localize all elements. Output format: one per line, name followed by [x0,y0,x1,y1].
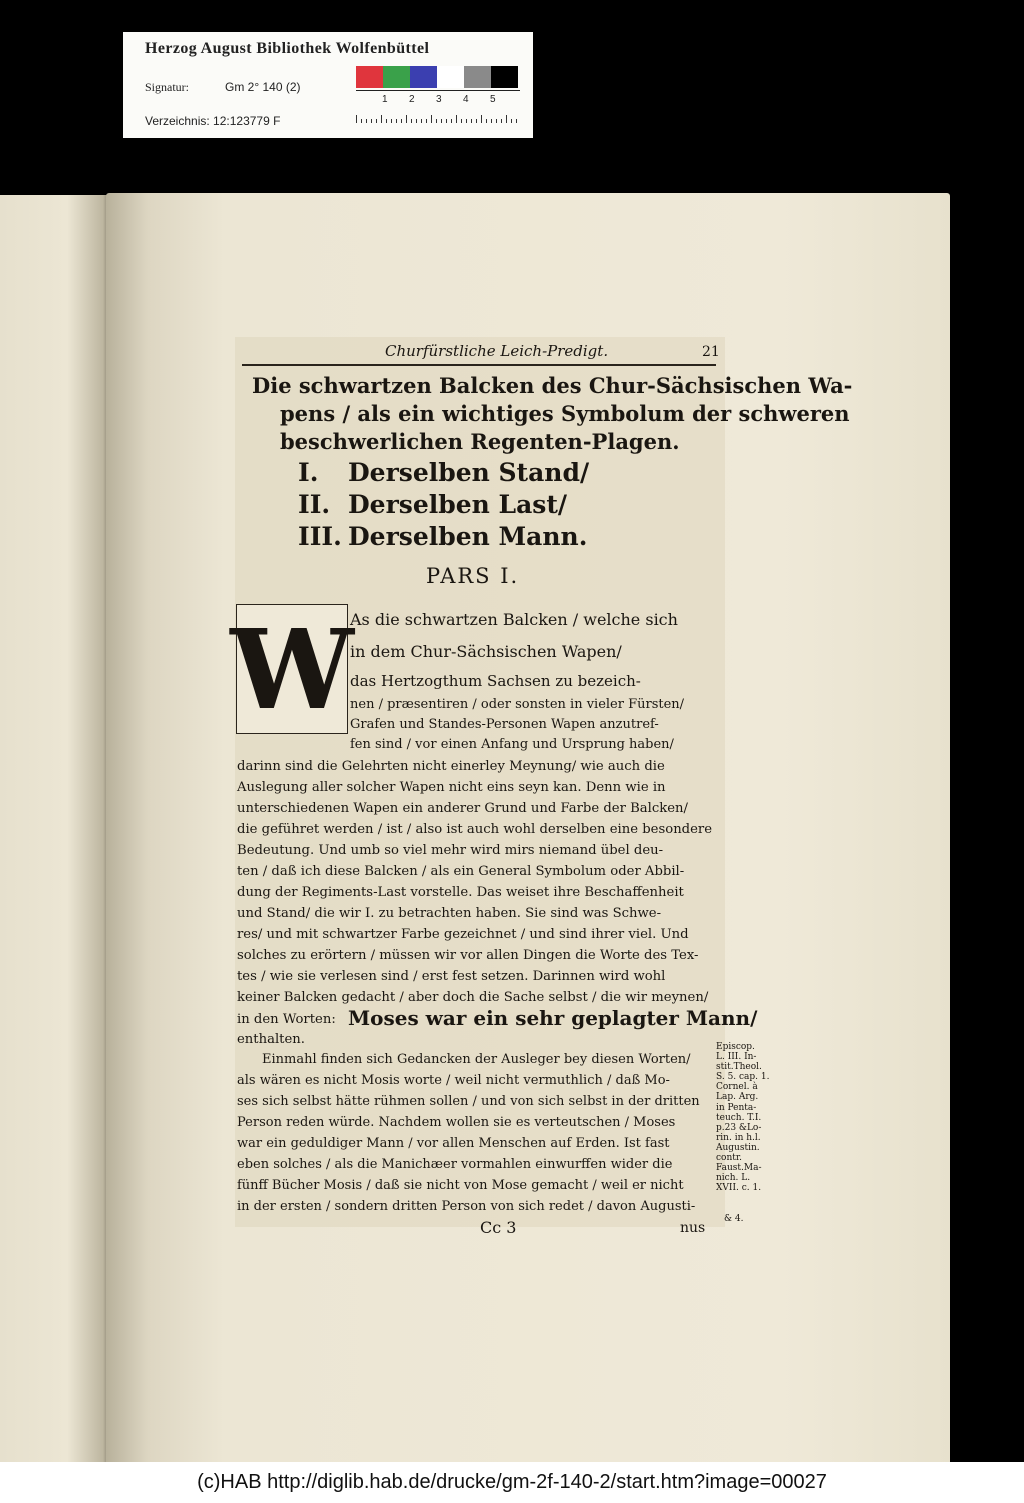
body-line: als wären es nicht Mosis worte / weil nicht vermuthlich / daß Mo- [237,1073,670,1088]
swatch-green [383,66,410,88]
body-line: die geführet werden / ist / also ist auch wohl derselben eine besondere [237,822,713,837]
heading-line: beschwerlichen Regenten-Plagen. [280,429,680,454]
ruler-number: 2 [409,94,415,105]
section-title: PARS I. [426,564,520,588]
marginal-line: p.23 &Lo- [716,1122,762,1133]
body-line: Auslegung aller solcher Wapen nicht eins seyn kan. Denn wie in [237,780,666,795]
ruler-tick [506,115,507,123]
swatch-gray [464,66,491,88]
ruler-tick [356,115,357,123]
ruler-tick [421,119,422,123]
marginal-line: S. 5. cap. 1. [716,1072,770,1083]
marginal-line: Cornel. à [716,1082,758,1093]
swatch-red [356,66,383,88]
body-line: das Hertzogthum Sachsen zu bezeich- [350,672,641,690]
marginal-line: Augustin. [716,1142,760,1153]
swatch-blue [410,66,437,88]
library-label [123,32,533,138]
enum-text: Derselben Last/ [348,490,568,519]
ruler-tick [411,119,412,123]
enum-number: II. [298,490,331,519]
marginal-line: & 4. [724,1214,744,1224]
quote-prefix: in den Worten: [237,1012,336,1027]
ruler-tick [381,115,382,123]
drop-cap: W [230,604,354,734]
signatur-key: Signatur: [145,80,189,94]
ruler-tick [436,119,437,123]
marginal-line: rin. in h.l. [716,1132,761,1143]
swatch-white [437,66,464,88]
marginal-notes [716,1042,778,1224]
signatur-row [145,80,301,95]
body-line: fünff Bücher Mosis / daß sie nicht von Mose gemacht / weil er nicht [237,1178,684,1193]
heading-line: Die schwartzen Balcken des Chur-Sächsischen Wa- [252,373,853,398]
ruler-tick [491,119,492,123]
ruler-tick [441,119,442,123]
ruler-tick [446,119,447,123]
body-line: Grafen und Standes-Personen Wapen anzutref- [350,717,659,732]
marginal-line: Faust.Ma- [716,1163,762,1174]
running-head: Churfürstliche Leich-Predigt. [385,342,609,360]
ruler-tick [386,119,387,123]
ruler-tick [366,119,367,123]
ruler-tick [466,119,467,123]
marginal-line: XVII. c. 1. [716,1183,762,1194]
ruler-tick [496,119,497,123]
body-line: und Stand/ die wir I. zu betrachten haben. Sie sind was Schwe- [237,906,662,921]
ruler-tick [501,119,502,123]
marginal-line: Lap. Arg. [716,1092,759,1103]
body-line: dung der Regiments-Last vorstelle. Das weiset ihre Beschaffenheit [237,885,684,900]
body-line: solches zu erörtern / müssen wir vor allen Dingen die Worte des Tex- [237,948,699,963]
ruler-number: 4 [463,94,469,105]
body-line: eben solches / als die Manichæer vormahlen einwurffen wider die [237,1157,673,1172]
body-line: ses sich selbst hätte rühmen sollen / und von sich selbst in der dritten [237,1094,700,1109]
ruler-tick [511,119,512,123]
verzeichnis: Verzeichnis: 12:123779 F [145,114,281,128]
marginal-line: stit.Theol. [716,1062,762,1073]
ruler-tick [461,119,462,123]
quote-text: Moses war ein sehr geplagter Mann/ [348,1006,758,1030]
ruler-tick [406,115,407,123]
ruler-tick [376,119,377,123]
library-name: Herzog August Bibliothek Wolfenbüttel [145,40,430,57]
ruler-tick [476,119,477,123]
ruler-number: 5 [490,94,496,105]
body-line: Person reden würde. Nachdem wollen sie es verteutschen / Moses [237,1115,676,1130]
ruler-tick [426,119,427,123]
enum-text: Derselben Mann. [348,522,588,551]
body-line: war ein geduldiger Mann / vor allen Menschen auf Erden. Ist fast [237,1136,670,1151]
body-line: darinn sind die Gelehrten nicht einerley Meynung/ wie auch die [237,759,665,774]
marginal-line: teuch. T.I. [716,1112,762,1123]
ruler-tick [371,119,372,123]
ruler-tick [401,119,402,123]
ruler-tick [416,119,417,123]
left-page-edge [0,195,112,1465]
body-line: keiner Balcken gedacht / aber doch die Sache selbst / die wir meynen/ [237,990,709,1005]
marginal-line: contr. [716,1153,743,1164]
ruler-tick [391,119,392,123]
marginal-line: nich. L. [716,1173,751,1184]
body-line: Bedeutung. Und umb so viel mehr wird mirs niemand übel deu- [237,843,664,858]
ruler-number: 1 [382,94,388,105]
ruler-tick [486,119,487,123]
body-line: res/ und mit schwartzer Farbe gezeichnet / und sind ihrer viel. Und [237,927,689,942]
body-line: in dem Chur-Sächsischen Wapen/ [350,642,622,661]
enum-number: III. [298,522,342,551]
body-line: nen / præsentiren / oder sonsten in vieler Fürsten/ [350,697,685,712]
ruler-tick [431,115,432,123]
ruler-tick [471,119,472,123]
ruler-number: 3 [436,94,442,105]
body-line: Einmahl finden sich Gedancken der Ausleger bey diesen Worten/ [262,1052,691,1067]
signatur-value: Gm 2° 140 (2) [225,80,301,94]
color-swatches [356,66,518,88]
enum-text: Derselben Stand/ [348,458,590,487]
ruler-tick [516,119,517,123]
body-line: ten / daß ich diese Balcken / als ein General Symbolum oder Abbil- [237,864,685,879]
scale-ruler [356,90,520,123]
ruler-tick [396,119,397,123]
enum-number: I. [298,458,319,487]
marginal-line: Episcop. [716,1042,755,1052]
body-line: tes / wie sie verlesen sind / erst fest setzen. Darinnen wird wohl [237,969,666,984]
catchword: nus [680,1220,706,1236]
ruler-tick [361,119,362,123]
body-line: fen sind / vor einen Anfang und Ursprung haben/ [350,737,674,752]
head-rule [242,364,716,366]
marginal-line: in Penta- [716,1102,757,1113]
swatch-black [491,66,518,88]
heading-line: pens / als ein wichtiges Symbolum der schweren [280,401,850,426]
body-line: unterschiedenen Wapen ein anderer Grund und Farbe der Balcken/ [237,801,688,816]
body-line: enthalten. [237,1032,305,1047]
page-number: 21 [702,344,720,360]
signature-mark: Cc 3 [480,1218,517,1237]
marginal-line: L. III. In- [716,1052,757,1063]
body-line: As die schwartzen Balcken / welche sich [350,610,678,629]
footer-credit: (c)HAB http://diglib.hab.de/drucke/gm-2f-140-2/start.htm?image=00027 [0,1462,1024,1503]
ruler-tick [481,115,482,123]
ruler-tick [451,119,452,123]
body-line: in der ersten / sondern dritten Person von sich redet / davon Augusti- [237,1199,696,1214]
ruler-tick [456,115,457,123]
